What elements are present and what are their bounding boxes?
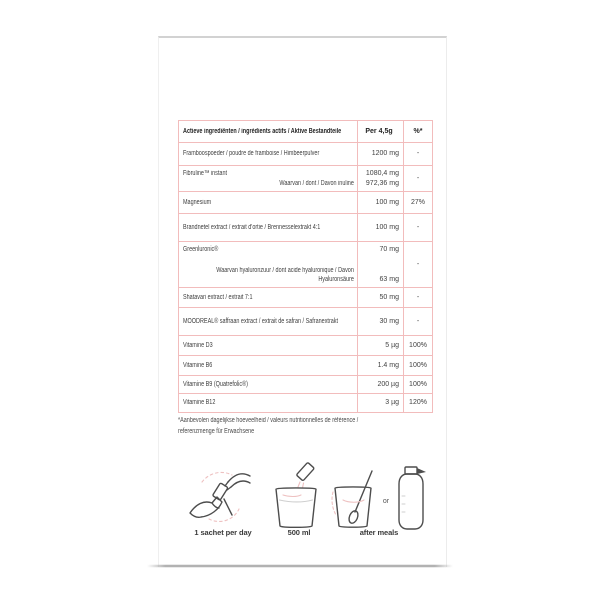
table-row [179, 214, 433, 242]
table-header-row [179, 121, 433, 143]
ingredient-amount: 1080,4 mg [365, 170, 399, 178]
or-label: or [382, 498, 390, 505]
ingredient-name: Vitamine B9 (Quatrefolic®) [183, 380, 248, 388]
ingredient-percent: - [404, 242, 433, 288]
table-row [179, 356, 433, 376]
glass-pour-icon [267, 462, 327, 530]
ingredient-sub-amount: 972,36 mg [365, 179, 399, 187]
ingredient-name: Framboospoeder / poudre de framboise / Himbeerpulver [183, 150, 320, 158]
ingredient-name: Vitamine D3 [183, 341, 213, 349]
product-box-back-panel [158, 36, 447, 567]
ingredient-name: Fibruline™ instant [183, 170, 228, 178]
ingredient-percent: 100% [404, 356, 433, 376]
stir-glass-icon [331, 470, 375, 532]
table-row [179, 242, 433, 288]
ingredient-name: Vitamine B12 [183, 399, 216, 407]
ingredient-percent: - [404, 288, 433, 308]
ingredient-amount: 100 mg [358, 214, 404, 242]
ingredient-percent: 100% [404, 376, 433, 394]
usage-instructions [159, 462, 446, 572]
ingredient-name: MOODREAL® saffraan extract / extrait de safran / Safranextrakt [183, 317, 339, 325]
col-header-percent-rda: %* [404, 121, 433, 143]
table-row [179, 192, 433, 214]
ingredient-percent: 27% [404, 192, 433, 214]
ingredient-amount: 3 µg [358, 394, 404, 413]
ingredient-amount: 50 mg [358, 288, 404, 308]
ingredient-amount: 1.4 mg [358, 356, 404, 376]
usage-step-label: 1 sachet per day [194, 528, 252, 537]
ingredient-percent: - [404, 308, 433, 336]
ingredient-percent: 120% [404, 394, 433, 413]
ingredient-percent: - [404, 214, 433, 242]
ingredient-amount: 100 mg [358, 192, 404, 214]
table-row [179, 288, 433, 308]
bottle-icon [395, 464, 427, 530]
ingredient-percent: 100% [404, 336, 433, 356]
usage-step-label: after meals [359, 528, 399, 537]
ingredient-percent: - [404, 166, 433, 192]
table-row [179, 143, 433, 166]
ingredient-name: Shatavari extract / extrait 7:1 [183, 293, 253, 301]
col-header-ingredients: Actieve ingrediënten / ingrédients actifs / Aktive Bestandteile [179, 121, 358, 143]
table-row [179, 336, 433, 356]
table-row [179, 376, 433, 394]
ingredient-name: Greenluronic® [183, 245, 219, 253]
box-drop-shadow [147, 565, 453, 567]
ingredient-amount: 200 µg [358, 376, 404, 394]
ingredient-percent: - [404, 143, 433, 166]
ingredient-amount: 30 mg [358, 308, 404, 336]
ingredient-subline: Waarvan / dont / Davon inuline [279, 179, 354, 187]
ingredient-name: Brandnetel extract / extrait d'ortie / Brennesselextrakt 4:1 [183, 223, 321, 231]
ingredient-sub-amount: 63 mg [379, 276, 399, 284]
ingredient-amount: 70 mg [379, 245, 399, 253]
table-row [179, 394, 433, 413]
ingredient-amount: 1200 mg [358, 143, 404, 166]
ingredient-amount: 5 µg [358, 336, 404, 356]
usage-step-label: 500 ml [287, 528, 311, 537]
col-header-per-serving: Per 4,5g [358, 121, 404, 143]
ingredient-name: Vitamine B6 [183, 361, 213, 369]
table-row [179, 308, 433, 336]
table-row [179, 166, 433, 192]
ingredient-name: Magnesium [183, 198, 212, 206]
ingredients-table [178, 120, 433, 413]
ingredient-subline: Waarvan hyaluronzuur / dont acide hyaluronique / Davon Hyaluronsäure [216, 266, 354, 284]
sachet-tear-icon [189, 466, 251, 526]
rda-footnote: *Aanbevolen dagelijkse hoeveelheid / valeurs nutritionnelles de référence / referenzmenge für Erwachsene [178, 417, 359, 435]
